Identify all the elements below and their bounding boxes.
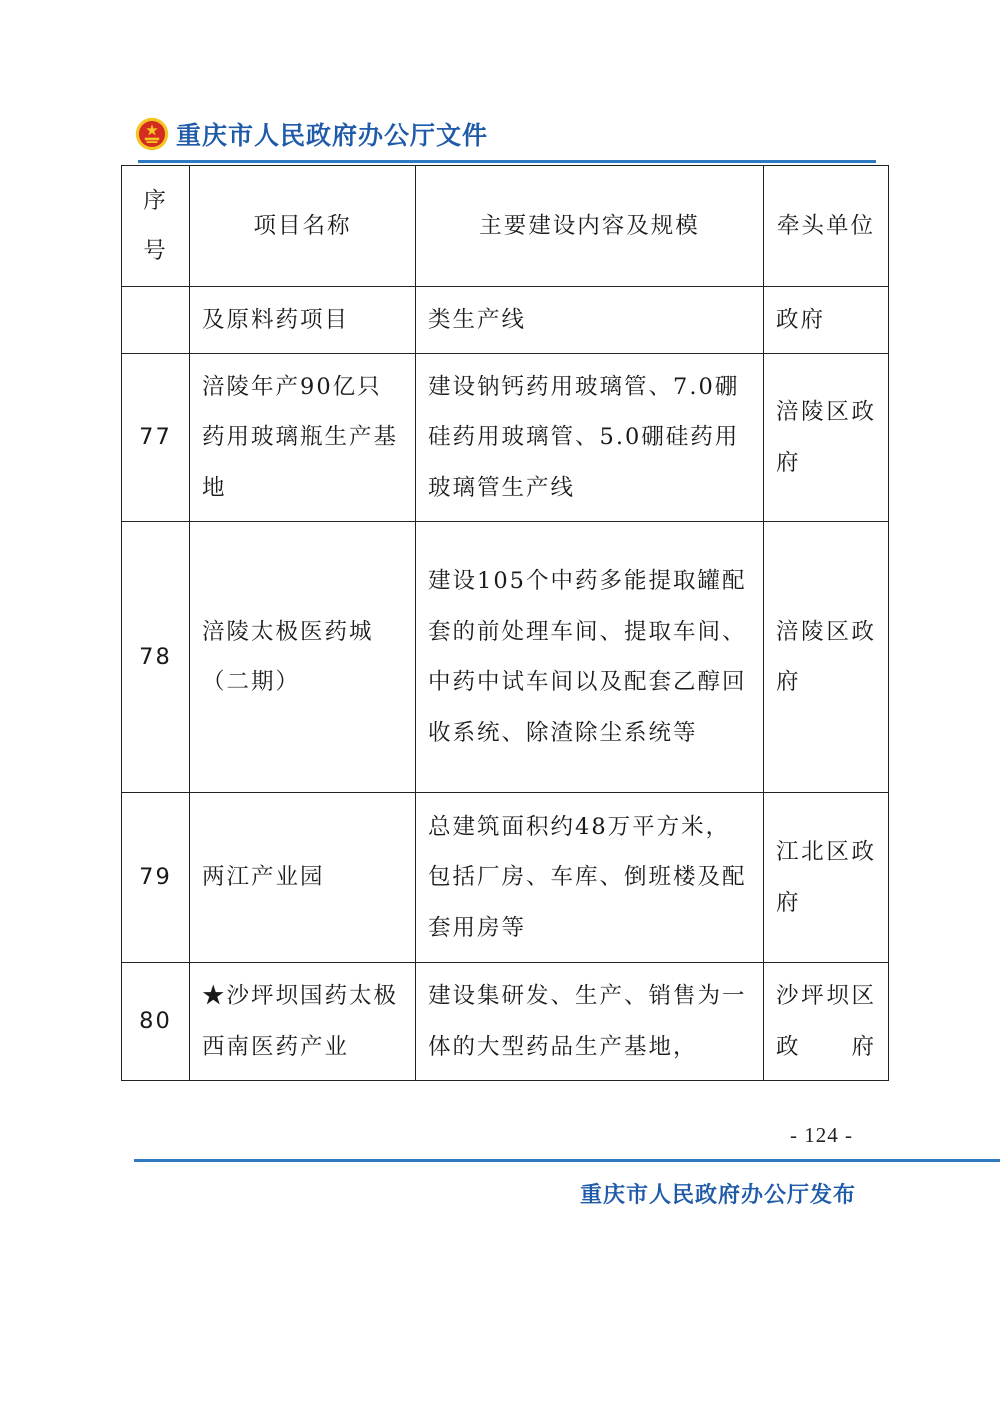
national-emblem-icon xyxy=(134,116,170,152)
row-number: 79 xyxy=(122,793,190,963)
project-name: ★沙坪坝国药太极西南医药产业 xyxy=(190,963,416,1081)
header-divider xyxy=(138,160,876,163)
lead-unit: 江北区政府 xyxy=(764,793,889,963)
project-name: 两江产业园 xyxy=(190,793,416,963)
row-number xyxy=(122,287,190,354)
table-row xyxy=(122,963,889,1081)
lead-unit: 政府 xyxy=(764,287,889,354)
project-content: 建设钠钙药用玻璃管、7.0硼硅药用玻璃管、5.0硼硅药用玻璃管生产线 xyxy=(416,354,764,522)
column-header: 序号 xyxy=(122,166,190,287)
table-row xyxy=(122,287,889,354)
lead-unit: 沙坪坝区政府 xyxy=(764,963,889,1081)
document-header xyxy=(134,112,488,156)
table-header-row xyxy=(122,166,889,287)
project-content: 建设105个中药多能提取罐配套的前处理车间、提取车间、中药中试车间以及配套乙醇回收系统、除渣除尘系统等 xyxy=(416,522,764,793)
row-number: 80 xyxy=(122,963,190,1081)
project-name: 涪陵年产90亿只药用玻璃瓶生产基地 xyxy=(190,354,416,522)
page-number: - 124 - xyxy=(790,1123,853,1147)
row-number: 77 xyxy=(122,354,190,522)
column-header: 主要建设内容及规模 xyxy=(416,166,764,287)
footer-divider xyxy=(134,1159,1000,1162)
lead-unit: 涪陵区政府 xyxy=(764,522,889,793)
project-content: 建设集研发、生产、销售为一体的大型药品生产基地， xyxy=(416,963,764,1081)
project-name: 及原料药项目 xyxy=(190,287,416,354)
column-header: 牵头单位 xyxy=(764,166,889,287)
row-number: 78 xyxy=(122,522,190,793)
column-header: 项目名称 xyxy=(190,166,416,287)
project-name: 涪陵太极医药城（二期） xyxy=(190,522,416,793)
table-row xyxy=(122,522,889,793)
footer-publisher: 重庆市人民政府办公厅发布 xyxy=(580,1182,857,1208)
project-content: 类生产线 xyxy=(416,287,764,354)
projects-table xyxy=(121,165,889,1081)
lead-unit: 涪陵区政府 xyxy=(764,354,889,522)
header-title: 重庆市人民政府办公厅文件 xyxy=(176,121,489,150)
table-row xyxy=(122,793,889,963)
table-row xyxy=(122,354,889,522)
project-content: 总建筑面积约48万平方米，包括厂房、车库、倒班楼及配套用房等 xyxy=(416,793,764,963)
